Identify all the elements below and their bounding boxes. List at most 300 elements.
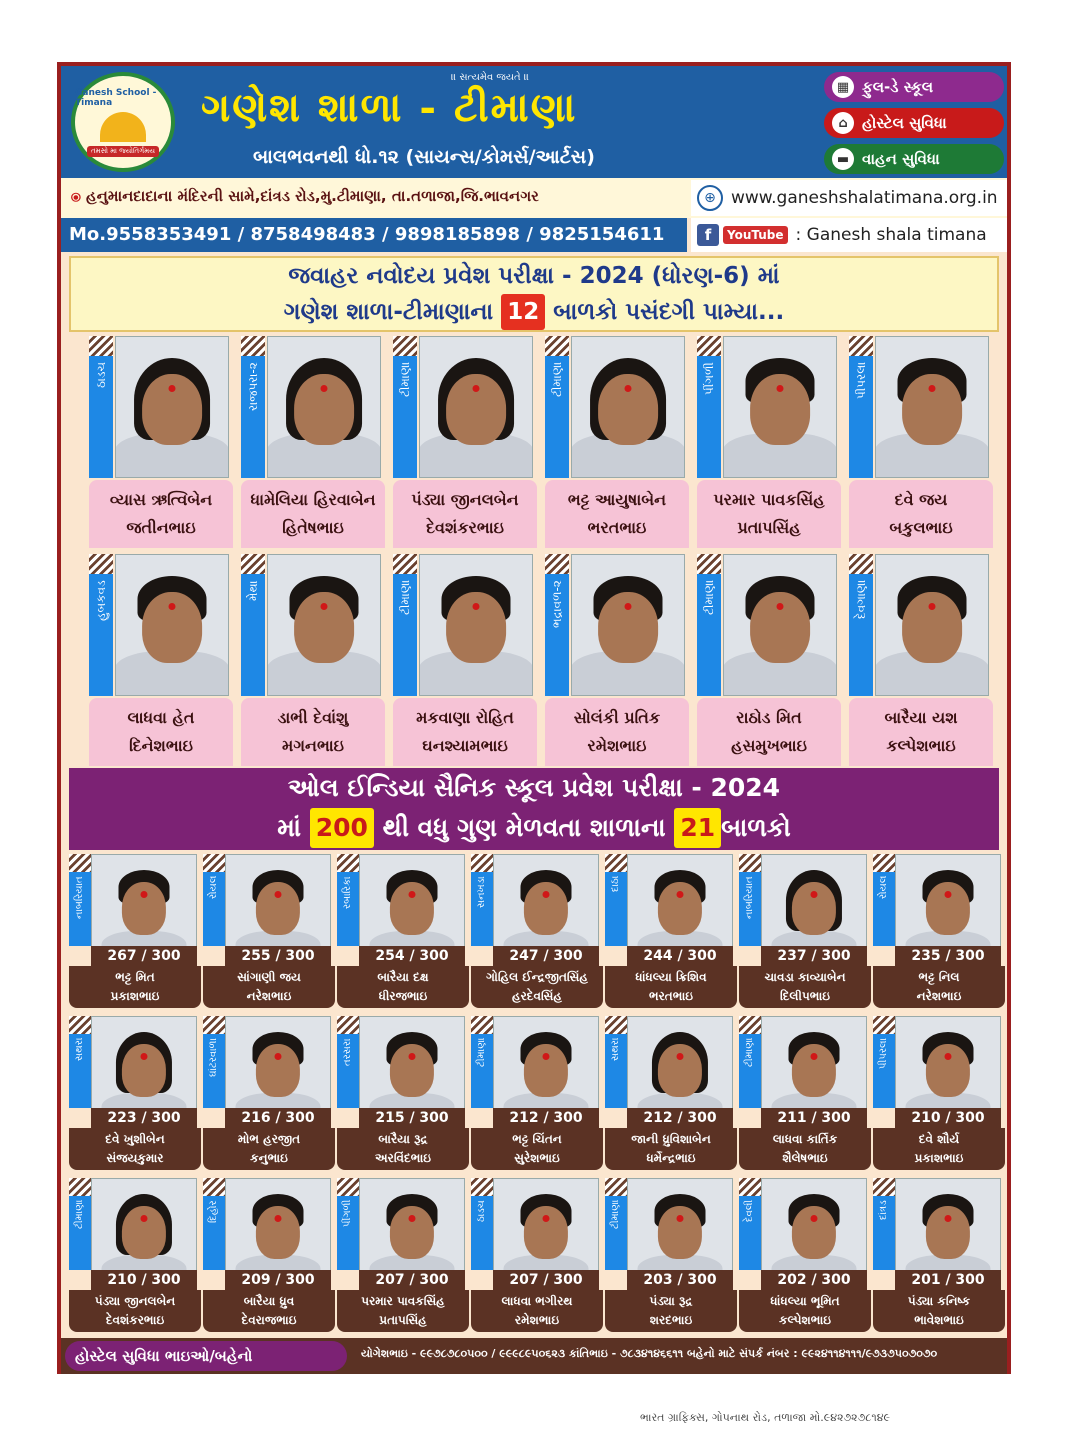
student-name: [605, 1290, 737, 1332]
navodaya-student-card: [89, 554, 233, 770]
stripe-decoration: [241, 336, 265, 356]
sainik-student-card: [739, 1016, 871, 1172]
stripe-decoration: [393, 336, 417, 356]
tilak-mark: [321, 385, 328, 392]
student-name: [873, 1128, 1005, 1170]
student-name-line1: દવે જય: [894, 490, 948, 509]
student-name: [739, 966, 871, 1008]
tilak-mark: [543, 891, 550, 898]
location-pin-icon: ⦿: [71, 187, 87, 205]
navodaya-student-card: [697, 336, 841, 552]
tilak-mark: [945, 891, 952, 898]
village-tag: દાઠા: [605, 872, 627, 946]
score-badge: 211 / 300: [761, 1108, 867, 1128]
poster-frame: [57, 62, 1011, 1374]
hostel-footer: હોસ્ટેલ સુવિધા ભાઇઓ/બહેનો: [65, 1341, 347, 1371]
stripe-decoration: [545, 554, 569, 574]
student-name: [69, 1128, 201, 1170]
hostel-pill: [824, 108, 1004, 138]
student-name-line1: મકવાણા રોહિત: [416, 708, 514, 727]
village-tag: ટીમાણા: [739, 1034, 761, 1108]
student-name: [739, 1128, 871, 1170]
sainik-line2b: થી વધુ ગુણ મેળવતા શાળાના: [382, 813, 666, 842]
student-name-line2: રમેશભાઇ: [514, 1313, 560, 1327]
student-name-line1: દવે શૌર્ય: [918, 1132, 960, 1146]
student-name: [393, 698, 537, 766]
stripe-decoration: [605, 1016, 627, 1034]
tilak-mark: [811, 891, 818, 898]
student-name-line1: ગોહિલ ઈન્દ્રજીતસિંહ: [486, 970, 588, 984]
student-name-line1: લાધવા ભગીરથ: [501, 1294, 573, 1308]
student-name-line1: ભટ્ટ મિત: [115, 970, 155, 984]
student-name-line1: બારૈયા દક્ષ: [377, 970, 429, 984]
village-tag: પીપરલા: [873, 1034, 895, 1108]
sainik-student-card: [69, 1016, 201, 1172]
student-photo: [419, 554, 533, 696]
student-photo: [571, 554, 685, 696]
student-name-line2: ભરતભાઇ: [587, 518, 647, 537]
tilak-mark: [777, 385, 784, 392]
student-name-line2: રમેશભાઇ: [587, 736, 647, 755]
stripe-decoration: [605, 1178, 627, 1196]
student-name: [697, 698, 841, 766]
student-name-line2: દેવશંકરભાઇ: [105, 1313, 165, 1327]
school-logo: [71, 72, 175, 172]
score-badge: 207 / 300: [359, 1270, 465, 1290]
fullday-pill: [824, 72, 1004, 102]
student-name: [241, 698, 385, 766]
sainik-student-card: [337, 1016, 469, 1172]
village-tag: ટીમાણા: [605, 1196, 627, 1270]
sainik-line1: ઓલ ઈન્ડિયા સૈનિક સ્કૂલ પ્રવેશ પરીક્ષા - 2024: [287, 773, 781, 802]
student-name: [605, 1128, 737, 1170]
stripe-decoration: [605, 854, 627, 872]
footer: [61, 1338, 1007, 1374]
village-tag: હુબકવડ: [89, 574, 113, 696]
navodaya-line2a: ગણેશ શાળા-ટીમાણાના: [283, 299, 494, 325]
student-name-line2: ભરતભાઇ: [648, 989, 694, 1003]
student-name-line2: ભાવેશભાઇ: [914, 1313, 964, 1327]
student-name: [69, 1290, 201, 1332]
tilak-mark: [409, 1053, 416, 1060]
stripe-decoration: [697, 336, 721, 356]
address-text: હનુમાનદાદાના મંદિરની સામે,દાંત્રડ રોડ,મુ.ટીમાણા, તા.તળાજા,જિ.ભાવનગર: [86, 187, 539, 205]
village-tag: દેવગાણા: [849, 574, 873, 696]
student-name-line1: પરમાર પાવકસિંહ: [713, 490, 825, 509]
school-building-icon: ▦: [832, 76, 854, 98]
navodaya-student-card: [241, 554, 385, 770]
student-name-line1: વ્યાસ ઋત્વિબેન: [109, 490, 213, 509]
student-name-line1: મોભ હરજીત: [237, 1132, 301, 1146]
stripe-decoration: [69, 1178, 91, 1196]
score-badge: 244 / 300: [627, 946, 733, 966]
score-badge: 210 / 300: [895, 1108, 1001, 1128]
sainik-count: 21: [674, 808, 721, 848]
hostel-icon: ⌂: [832, 112, 854, 134]
header: [61, 66, 1007, 178]
student-name-line2: નરેશભાઇ: [916, 989, 962, 1003]
village-tag: પીપરલા: [849, 356, 873, 478]
stripe-decoration: [203, 1178, 225, 1196]
stripe-decoration: [739, 1016, 761, 1034]
tilak-mark: [929, 385, 936, 392]
navodaya-student-card: [545, 554, 689, 770]
tilak-mark: [543, 1053, 550, 1060]
tilak-mark: [625, 603, 632, 610]
sainik-student-card: [203, 1016, 335, 1172]
student-name-line2: પ્રતાપસિંહ: [379, 1313, 427, 1327]
student-name-line2: સુરેશભાઇ: [514, 1151, 560, 1165]
student-name-line1: પંડ્યા કનિષ્ક: [907, 1294, 971, 1308]
student-name: [337, 966, 469, 1008]
score-badge: 212 / 300: [627, 1108, 733, 1128]
score-badge: 235 / 300: [895, 946, 1001, 966]
stripe-decoration: [69, 854, 91, 872]
stripe-decoration: [849, 554, 873, 574]
student-name-line2: શરદભાઇ: [649, 1313, 693, 1327]
student-name: [89, 698, 233, 766]
sainik-student-card: [69, 854, 201, 1010]
stripe-decoration: [241, 554, 265, 574]
village-tag: રોયલ: [873, 872, 895, 946]
student-photo: [267, 336, 381, 478]
student-name-line2: બકુલભાઇ: [889, 518, 953, 537]
navodaya-student-card: [849, 554, 993, 770]
sun-icon: [100, 112, 146, 142]
village-tag: સથરા: [605, 1034, 627, 1108]
score-badge: 215 / 300: [359, 1108, 465, 1128]
student-name-line1: પંડ્યા જીનલબેન: [94, 1294, 176, 1308]
village-tag: ઘાંટરવાળા: [203, 1034, 225, 1108]
village-tag: નાબરિયાત: [69, 872, 91, 946]
student-name-line2: અરવિંદભાઇ: [374, 1151, 432, 1165]
student-name-line2: પ્રકાશભાઇ: [110, 989, 160, 1003]
school-subtitle: બાલભવનથી ધો.૧૨ (સાયન્સ/કોમર્સ/આર્ટસ): [253, 146, 595, 168]
village-tag: રોયલ: [203, 872, 225, 946]
student-name: [545, 698, 689, 766]
village-tag: સનખડા: [471, 872, 493, 946]
navodaya-student-card: [241, 336, 385, 552]
score-badge: 207 / 300: [493, 1270, 599, 1290]
sainik-student-card: [203, 854, 335, 1010]
tilak-mark: [677, 891, 684, 898]
student-name: [545, 480, 689, 548]
student-name-line1: પંડ્યા જીનલબેન: [411, 490, 519, 509]
website-box[interactable]: [691, 180, 1007, 216]
score-badge: 254 / 300: [359, 946, 465, 966]
sainik-student-card: [873, 854, 1005, 1010]
sainik-student-card: [337, 854, 469, 1010]
village-tag: ઠાડચ: [89, 356, 113, 478]
contact-numbers: યોગેશભાઇ - ૯૯૭૮૭૮૦૫૦૦ / ૯૯૯૮૯૫૦૬૨૩ કાંતિભાઇ - ૭૮૩૪૧૪૬૬૧૧ બહેનો માટે સંપર્ક નંબર : ૯૯૨૪૧૧૪૧૧૧/૯૭૩૭૫૦૭૦૭૦: [361, 1347, 938, 1360]
student-photo: [419, 336, 533, 478]
student-name: [873, 1290, 1005, 1332]
student-name-line1: ડાભી દેવાંશુ: [277, 708, 349, 727]
stripe-decoration: [545, 336, 569, 356]
marks-threshold: 200: [310, 808, 374, 848]
student-name-line1: દવે ખુશીબેન: [105, 1132, 165, 1146]
student-photo: [875, 336, 989, 478]
score-badge: 255 / 300: [225, 946, 331, 966]
navodaya-line2b: બાળકો પસંદગી પામ્યા...: [553, 299, 785, 325]
sainik-line2a: માં: [277, 813, 302, 842]
student-name-line1: બારૈયા યશ: [884, 708, 958, 727]
navodaya-line1: જવાહર નવોદય પ્રવેશ પરીક્ષા - 2024 (ધોરણ-6) માં: [288, 263, 780, 289]
score-badge: 202 / 300: [761, 1270, 867, 1290]
student-name-line2: જતીનભાઇ: [126, 518, 196, 537]
student-name-line2: દેવશંકરભાઇ: [426, 518, 504, 537]
phone-numbers: Mo.9558353491 / 8758498483 / 9898185898 / 9825154611: [61, 218, 687, 252]
navodaya-student-card: [697, 554, 841, 770]
stripe-decoration: [873, 1178, 895, 1196]
village-tag: દિહોર: [203, 1196, 225, 1270]
student-name-line1: ચાવડા કાવ્યાબેન: [764, 970, 846, 984]
youtube-icon: YouTube: [723, 226, 788, 244]
student-name-line1: સાંગાણી જય: [237, 970, 301, 984]
student-name: [203, 1128, 335, 1170]
student-name: [849, 480, 993, 548]
navodaya-student-card: [89, 336, 233, 552]
social-handle: : Ganesh shala timana: [795, 225, 987, 245]
student-name-line2: હિતેષભાઇ: [282, 518, 344, 537]
student-name-line2: સંજયકુમાર: [106, 1151, 164, 1165]
student-name-line1: બારૈયા રૂદ્ર: [378, 1132, 428, 1146]
village-tag: તરસરા: [337, 1034, 359, 1108]
pill-label: વાહન સુવિધા: [862, 150, 940, 168]
stripe-decoration: [849, 336, 873, 356]
student-name-line2: પ્રતાપસિંહ: [737, 518, 801, 537]
student-name: [203, 1290, 335, 1332]
village-tag: ટીમાણા: [393, 356, 417, 478]
tilak-mark: [141, 1215, 148, 1222]
selected-count: 12: [501, 294, 545, 330]
student-name: [605, 966, 737, 1008]
tilak-mark: [811, 1053, 818, 1060]
village-tag: નાબરિયાત: [739, 872, 761, 946]
student-name: [69, 966, 201, 1008]
student-name: [873, 966, 1005, 1008]
navodaya-student-card: [849, 336, 993, 552]
student-name-line2: હસમુખભાઇ: [731, 736, 807, 755]
score-badge: 201 / 300: [895, 1270, 1001, 1290]
student-name-line2: દેવરાજભાઇ: [241, 1313, 297, 1327]
stripe-decoration: [337, 854, 359, 872]
sainik-banner: [69, 768, 999, 850]
student-name-line1: ભટ્ટ ચિંતન: [512, 1132, 562, 1146]
sainik-student-card: [873, 1016, 1005, 1172]
sainik-line2c: બાળકો: [721, 813, 791, 842]
village-tag: ભદ્રાવળ-૨: [545, 574, 569, 696]
student-photo: [267, 554, 381, 696]
stripe-decoration: [203, 1016, 225, 1034]
student-name-line2: દિલીપભાઇ: [780, 989, 830, 1003]
village-tag: મેથા: [241, 574, 265, 696]
tilak-mark: [677, 1215, 684, 1222]
tilak-mark: [141, 891, 148, 898]
student-name-line1: બારૈયા ધ્રુવ: [243, 1294, 295, 1308]
student-name-line1: ધાંધલ્યા ભૂમિત: [770, 1294, 840, 1308]
sainik-line2: [69, 808, 999, 848]
stripe-decoration: [471, 1016, 493, 1034]
village-tag: દેવલી: [739, 1196, 761, 1270]
student-name-line1: પંડ્યા રૂદ્ર: [649, 1294, 693, 1308]
tilak-mark: [929, 603, 936, 610]
score-badge: 210 / 300: [91, 1270, 197, 1290]
navodaya-banner: [69, 256, 999, 332]
logo-motto: તમસો મા જ્યોતિર્ગમય: [87, 146, 159, 157]
student-name-line1: ભટ્ટ આયુષાબેન: [567, 490, 667, 509]
sainik-student-card: [203, 1178, 335, 1334]
printer-credit: ભારત ગ્રાફિક્સ, ગોપનાથ રોડ, તળાજા મો.૯૪૨૭૨૭૮૧૪૯: [640, 1411, 891, 1424]
student-name-line2: દિનેશભાઇ: [129, 736, 193, 755]
tilak-mark: [409, 1215, 416, 1222]
stripe-decoration: [203, 854, 225, 872]
stripe-decoration: [89, 554, 113, 574]
motto: ॥ સત્યમેવ જયતે ॥: [451, 72, 530, 83]
student-photo: [875, 554, 989, 696]
stripe-decoration: [69, 1016, 91, 1034]
village-tag: ઠાડચ: [471, 1196, 493, 1270]
village-tag: ટીમાણા: [471, 1034, 493, 1108]
score-badge: 216 / 300: [225, 1108, 331, 1128]
tilak-mark: [169, 385, 176, 392]
tilak-mark: [409, 891, 416, 898]
student-name-line2: શૈલેષભાઇ: [782, 1151, 828, 1165]
village-tag: ટીમાણા: [545, 356, 569, 478]
bus-icon: ▬: [832, 148, 854, 170]
stripe-decoration: [337, 1016, 359, 1034]
address: [71, 187, 539, 205]
stripe-decoration: [873, 1016, 895, 1034]
student-name-line1: લાધવા હેત: [127, 708, 195, 727]
stripe-decoration: [337, 1178, 359, 1196]
score-badge: 247 / 300: [493, 946, 599, 966]
stripe-decoration: [471, 1178, 493, 1196]
tilak-mark: [811, 1215, 818, 1222]
student-name-line2: મગનભાઇ: [282, 736, 344, 755]
village-tag: રબારિકા: [337, 872, 359, 946]
facebook-icon: f: [697, 224, 719, 246]
student-name: [337, 1128, 469, 1170]
tilak-mark: [275, 891, 282, 898]
stripe-decoration: [697, 554, 721, 574]
sainik-student-card: [471, 1178, 603, 1334]
sainik-student-card: [605, 1016, 737, 1172]
sainik-student-card: [739, 1178, 871, 1334]
stripe-decoration: [739, 1178, 761, 1196]
tilak-mark: [321, 603, 328, 610]
pill-label: ફુલ-ડે સ્કૂલ: [862, 78, 934, 96]
student-name-line2: ધીરજભાઇ: [378, 989, 428, 1003]
student-name-line2: કલ્પેશભાઇ: [778, 1313, 831, 1327]
student-photo: [723, 336, 837, 478]
village-tag: ટીમાણા: [69, 1196, 91, 1270]
globe-icon: ⊕: [697, 185, 723, 211]
tilak-mark: [677, 1053, 684, 1060]
student-photo: [115, 554, 229, 696]
student-name: [393, 480, 537, 548]
score-badge: 223 / 300: [91, 1108, 197, 1128]
sainik-student-card: [337, 1178, 469, 1334]
student-name-line1: રાઠોડ મિત: [736, 708, 802, 727]
tilak-mark: [543, 1215, 550, 1222]
student-name: [471, 1290, 603, 1332]
student-name: [849, 698, 993, 766]
student-photo: [723, 554, 837, 696]
sainik-student-card: [69, 1178, 201, 1334]
student-name: [241, 480, 385, 548]
navodaya-line2: [71, 294, 997, 330]
sainik-student-card: [471, 1016, 603, 1172]
score-badge: 209 / 300: [225, 1270, 331, 1290]
score-badge: 203 / 300: [627, 1270, 733, 1290]
sainik-student-card: [471, 854, 603, 1010]
score-badge: 267 / 300: [91, 946, 197, 966]
student-name-line1: ધાંધલ્યા ક્રિશિવ: [635, 970, 707, 984]
village-tag: સથરા: [69, 1034, 91, 1108]
student-name-line2: નરેશભાઇ: [246, 989, 292, 1003]
student-name-line2: ઘનશ્યામભાઇ: [422, 736, 508, 755]
student-name-line1: ધામેલિયા હિરવાબેન: [250, 490, 376, 509]
score-badge: 212 / 300: [493, 1108, 599, 1128]
student-name: [471, 966, 603, 1008]
student-name-line1: જાની ધ્રુવિશાબેન: [631, 1132, 711, 1146]
tilak-mark: [275, 1215, 282, 1222]
logo-ring-text: Ganesh School - Timana: [75, 87, 157, 108]
student-name: [337, 1290, 469, 1332]
pill-label: હોસ્ટેલ સુવિધા: [862, 114, 947, 132]
village-tag: પીંગળી: [697, 356, 721, 478]
student-name-line2: હરદેવસિંહ: [512, 989, 562, 1003]
student-name-line1: પરમાર પાવકસિંહ: [361, 1294, 445, 1308]
tilak-mark: [275, 1053, 282, 1060]
tilak-mark: [141, 1053, 148, 1060]
stripe-decoration: [89, 336, 113, 356]
student-name: [697, 480, 841, 548]
website-url[interactable]: www.ganeshshalatimana.org.in: [731, 188, 998, 208]
stripe-decoration: [739, 854, 761, 872]
student-name: [203, 966, 335, 1008]
student-name: [471, 1128, 603, 1170]
social-box[interactable]: [691, 218, 1007, 252]
sainik-student-card: [873, 1178, 1005, 1334]
sainik-student-card: [739, 854, 871, 1010]
tilak-mark: [473, 385, 480, 392]
student-name-line2: પ્રકાશભાઇ: [914, 1151, 964, 1165]
student-photo: [115, 336, 229, 478]
score-badge: 237 / 300: [761, 946, 867, 966]
tilak-mark: [625, 385, 632, 392]
student-name-line2: કલ્પેશભાઇ: [886, 736, 956, 755]
student-name-line1: સોલંકી પ્રતિક: [573, 708, 661, 727]
navodaya-student-card: [545, 336, 689, 552]
stripe-decoration: [393, 554, 417, 574]
school-title: ગણેશ શાળા - ટીમાણા: [201, 84, 578, 131]
tilak-mark: [169, 603, 176, 610]
village-tag: ટીમાણા: [697, 574, 721, 696]
navodaya-student-card: [393, 554, 537, 770]
tilak-mark: [945, 1053, 952, 1060]
village-tag: રાજપરા-૨: [241, 356, 265, 478]
stripe-decoration: [471, 854, 493, 872]
sainik-student-card: [605, 1178, 737, 1334]
village-tag: પીંગળી: [337, 1196, 359, 1270]
tilak-mark: [945, 1215, 952, 1222]
student-name-line1: ભટ્ટ નિલ: [918, 970, 960, 984]
student-name-line1: લાધવા કાર્તિક: [772, 1132, 838, 1146]
student-name-line2: ધર્મેન્દ્રભાઇ: [646, 1151, 696, 1165]
student-name: [739, 1290, 871, 1332]
